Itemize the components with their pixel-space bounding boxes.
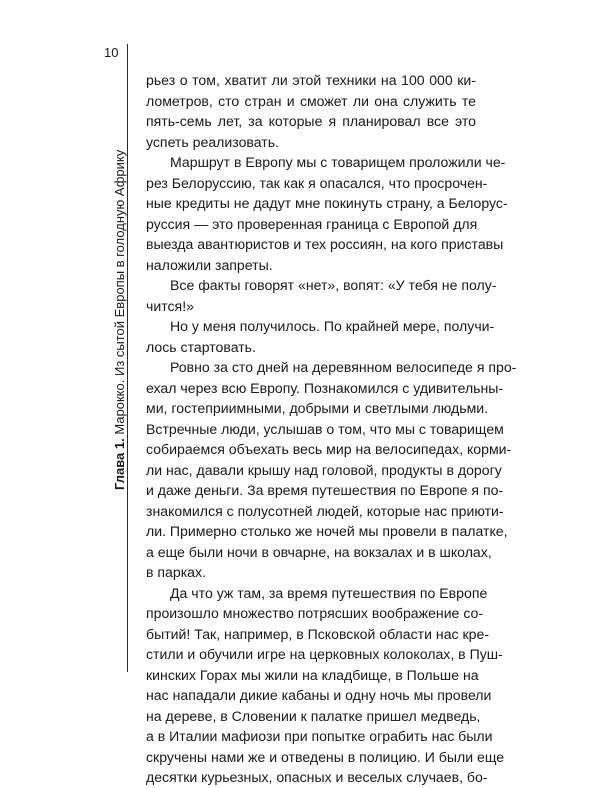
- text-line: Все факты говорят «нет», вопят: «У тебя не полу-: [170, 277, 497, 293]
- page-number: 10: [104, 45, 119, 60]
- text-line: бытий! Так, например, в Псковской области нас кре-: [146, 625, 490, 642]
- text-line: ли. Примерно столько же ночей мы провели в палатке,: [146, 523, 508, 539]
- text-line: стили и обучили игре на церковных колоколах, в Пуш-: [146, 646, 503, 662]
- text-line: выезда авантюристов и тех россиян, на кого приставы: [146, 236, 504, 252]
- body-text: [146, 70, 517, 788]
- text-line: ми, гостеприимными, добрыми и светлыми людьми.: [146, 400, 489, 416]
- text-line: наложили запреты.: [146, 256, 273, 273]
- text-line: Ровно за сто дней на деревянном велосипеде я про-: [170, 359, 517, 375]
- running-head-chapter: Глава 1.: [112, 438, 127, 490]
- text-line: ехал через всю Европу. Познакомился с удивительны-: [146, 379, 504, 396]
- text-line: Но у меня получилось. По крайней мере, получи-: [170, 318, 495, 334]
- running-head-title: Марокко. Из сытой Европы в голодную Африку: [112, 149, 127, 439]
- text-line: лометров, сто стран и сможет ли она служить те: [146, 92, 476, 109]
- text-line: а еще были ночи в овчарне, на вокзалах и в школах,: [146, 543, 492, 560]
- text-line: десятки курьезных, опасных и веселых случаев, бо-: [146, 769, 488, 785]
- text-line: и даже деньги. За время путешествия по Европе я по-: [146, 482, 504, 498]
- text-line: лось стартовать.: [146, 338, 256, 355]
- paragraph: [146, 275, 497, 316]
- text-line: на дереве, в Словении к палатке пришел медведь,: [146, 707, 481, 724]
- paragraph: [146, 316, 495, 357]
- text-line: нас нападали дикие кабаны и одну ночь мы провели: [146, 687, 492, 703]
- text-line: руссия — это проверенная граница с Европой для: [146, 215, 478, 232]
- text-line: в парках.: [146, 564, 206, 580]
- text-line: а в Италии мафиози при попытке ограбить нас были: [146, 728, 493, 744]
- text-line: ли нас, давали крышу над головой, продукты в дорогу: [146, 461, 502, 478]
- text-line: собираемся объехать весь мир на велосипедах, корми-: [146, 441, 512, 457]
- margin-rule: [127, 44, 128, 672]
- text-line: произошло множество потрясших воображение со-: [146, 605, 484, 621]
- paragraph: [146, 70, 476, 152]
- text-line: скручены нами же и отведены в полицию. И были еще: [146, 748, 505, 765]
- text-line: успеть реализовать.: [146, 133, 279, 150]
- text-line: Да что уж там, за время путешествия по Европе: [170, 584, 488, 601]
- running-head: [113, 150, 127, 490]
- paragraph: [146, 152, 508, 275]
- text-line: знакомился с полусотней людей, которые нас приюти-: [146, 502, 504, 519]
- text-line: чится!»: [146, 297, 194, 314]
- text-line: Маршрут в Европу мы с товарищем проложили че-: [170, 154, 506, 170]
- text-line: пять-семь лет, за которые я планировал все это: [146, 113, 476, 129]
- text-line: Встречные люди, услышав о том, что мы с товарищем: [146, 420, 504, 437]
- paragraph: [146, 583, 505, 788]
- text-line: рьез о том, хватит ли этой техники на 100 000 ки-: [146, 72, 476, 88]
- text-line: кинских Горах мы жили на кладбище, в Польше на: [146, 666, 479, 683]
- text-line: ные кредиты не дадут мне покинуть страну, а Белорус-: [146, 195, 508, 211]
- text-line: рез Белоруссию, так как я опасался, что просрочен-: [146, 174, 488, 191]
- paragraph: [146, 357, 517, 583]
